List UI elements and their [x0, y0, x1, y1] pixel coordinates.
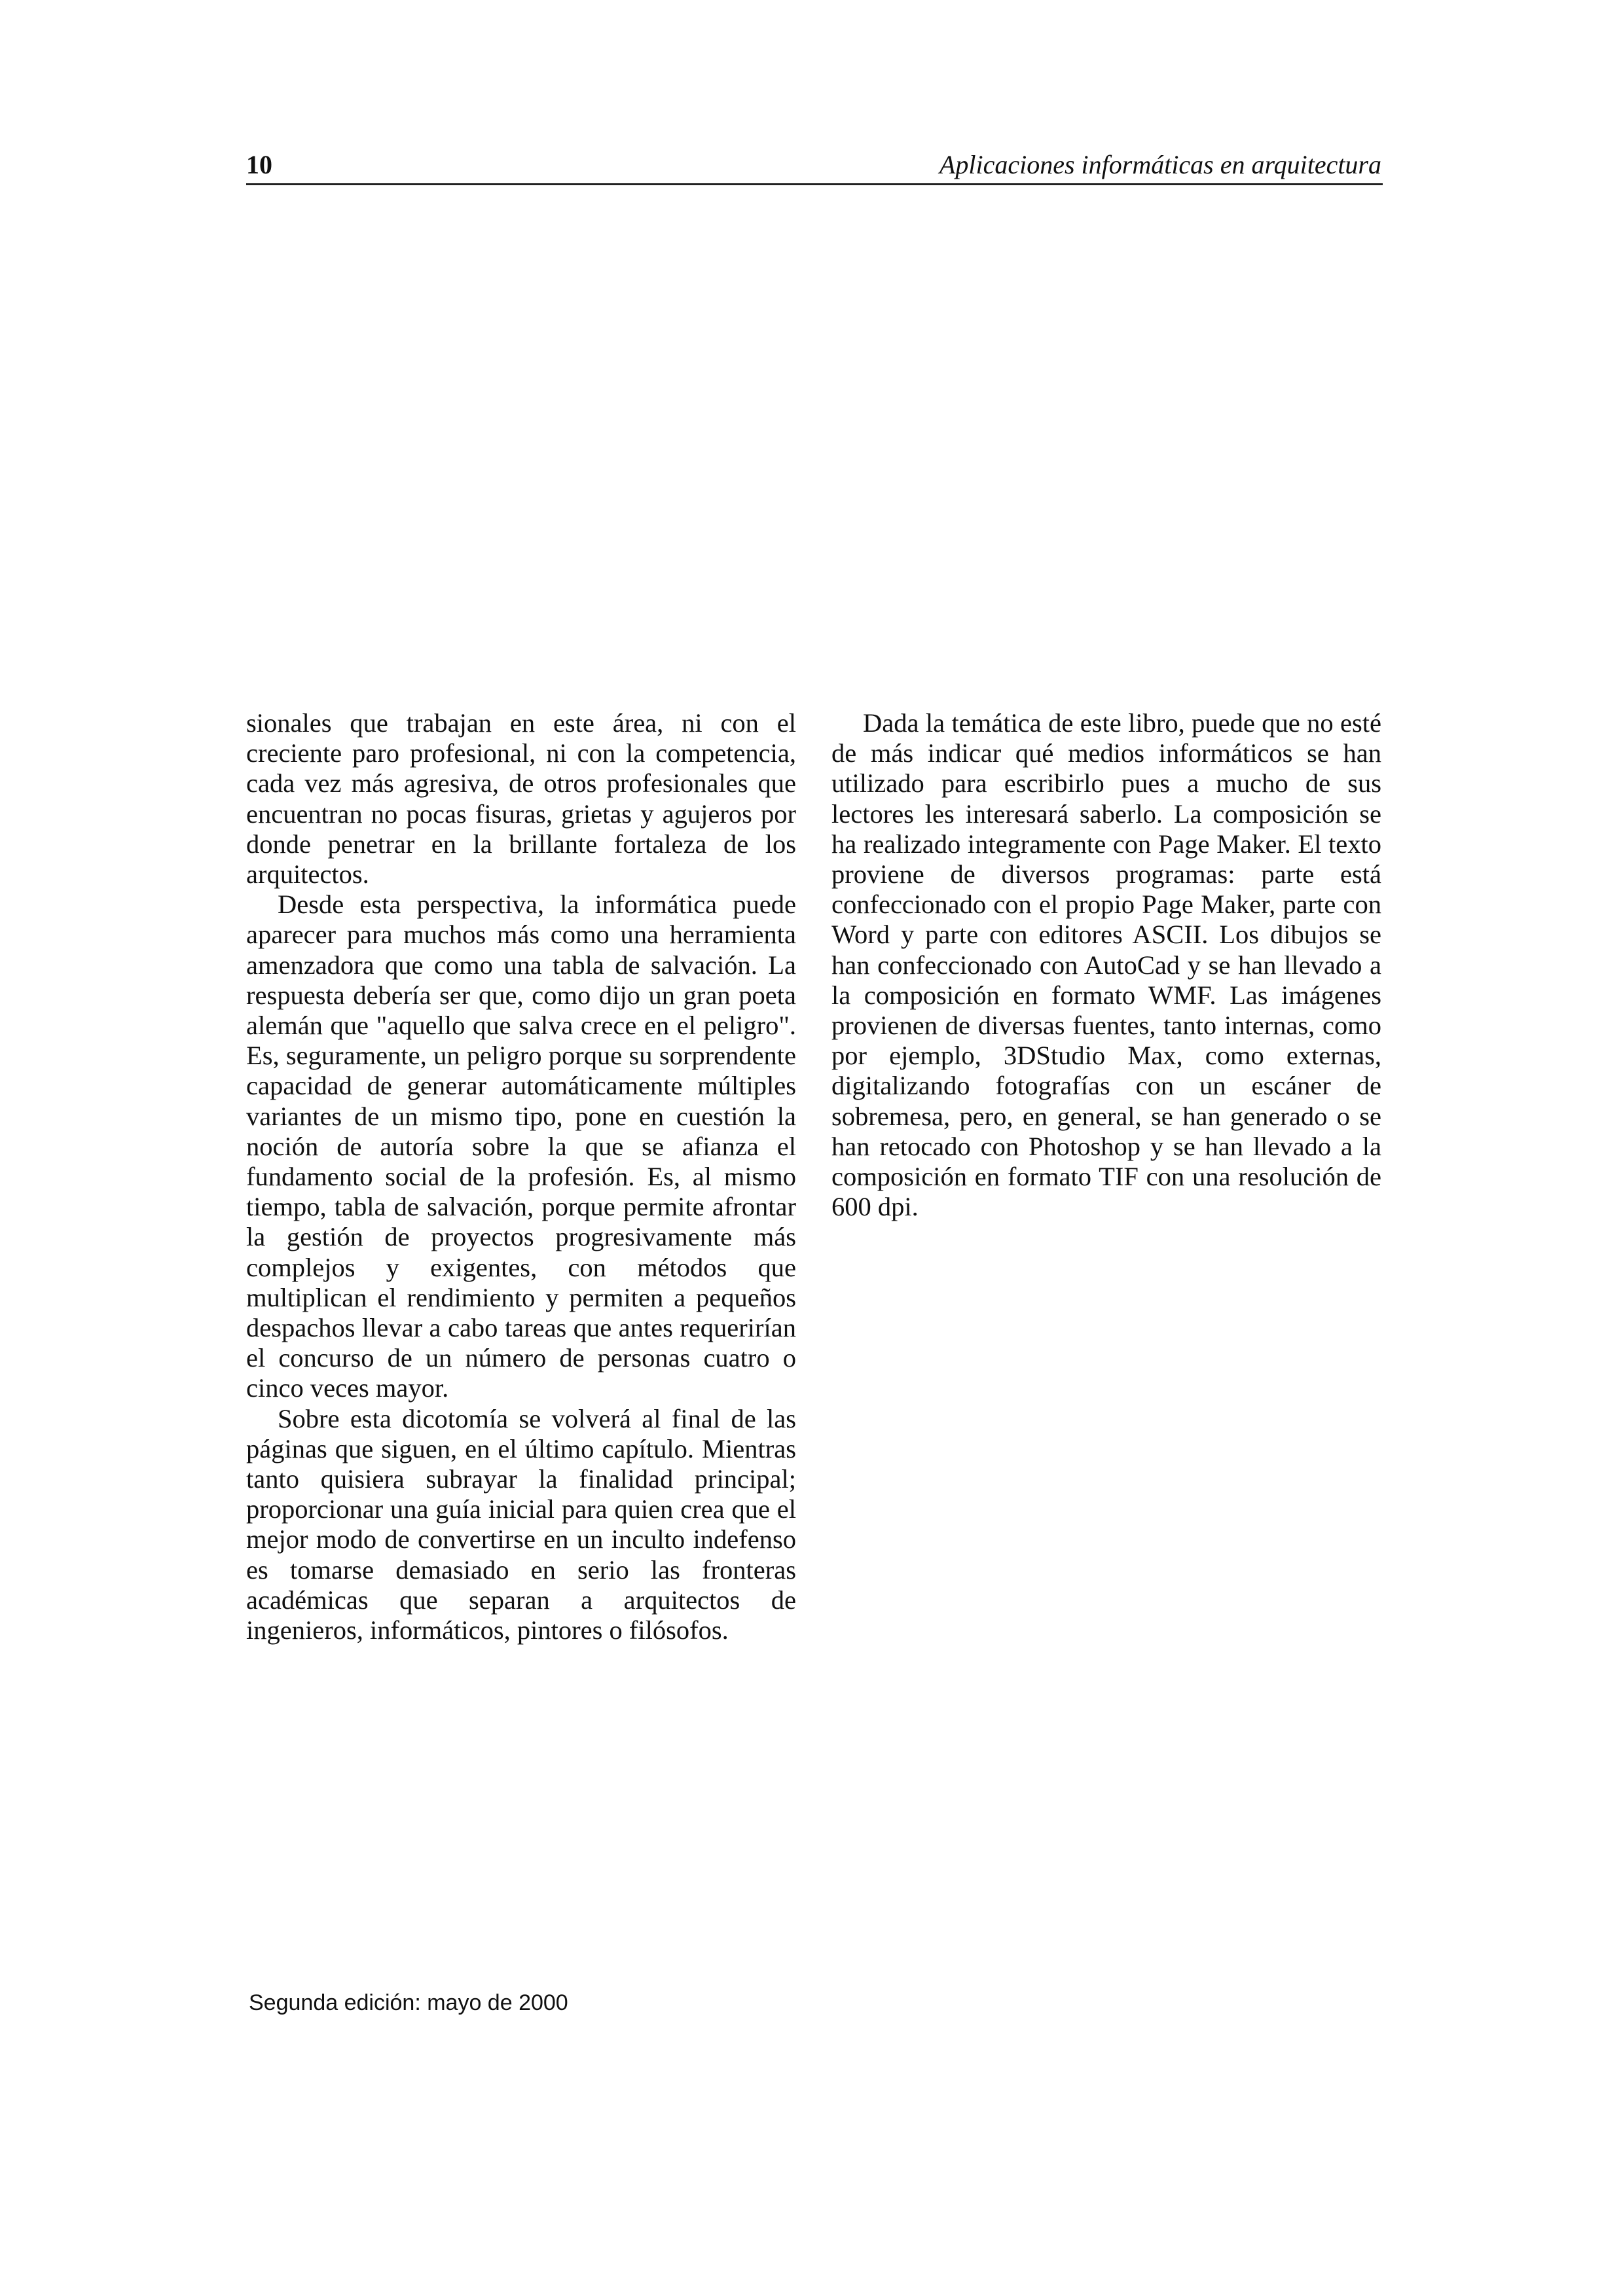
paragraph: Dada la temática de este libro, puede que no esté de más indicar qué medios informáticos se han utilizado para escribirlo pues a mucho de sus lectores les interesará saberlo. La composición se ha realizado integramente con Page Maker. El texto proviene de diversos programas: parte está confeccionado con el propio Page Maker, parte con Word y parte con editores ASCII. Los dibujos se han confeccionado con AutoCad y se han llevado a la composición en formato WMF. Las imágenes provienen de diversas fuentes, tanto internas, como por ejemplo, 3DStudio Max, como externas, digitalizando fotografías con un escáner de sobremesa, pero, en general, se han generado o se han retocado con Photoshop y se han llevado a la composición en formato TIF con una resolución de 600 dpi.	[831, 708, 1381, 1222]
edition-footer: Segunda edición: mayo de 2000	[249, 1990, 568, 2015]
paragraph: sionales que trabajan en este área, ni con el creciente paro profesional, ni con la competencia, cada vez más agresiva, de otros profesionales que encuentran no pocas fisuras, grietas y agujeros por donde penetrar en la brillante fortaleza de los arquitectos.	[246, 708, 796, 889]
right-column	[831, 708, 1381, 1222]
running-title: Aplicaciones informáticas en arquitectura	[939, 150, 1381, 179]
paragraph: Desde esta perspectiva, la informática puede aparecer para muchos más como una herramienta amenzadora que como una tabla de salvación. La respuesta debería ser que, como dijo un gran poeta alemán que "aquello que salva crece en el peligro". Es, seguramente, un peligro porque su sorprendente capacidad de generar automáticamente múltiples variantes de un mismo tipo, pone en cuestión la noción de autoría sobre la que se afianza el fundamento social de la profesión. Es, al mismo tiempo, tabla de salvación, porque permite afrontar la gestión de proyectos progresivamente más complejos y exigentes, con métodos que multiplican el rendimiento y permiten a pequeños despachos llevar a cabo tareas que antes requerirían el concurso de un número de personas cuatro o cinco veces mayor.	[246, 889, 796, 1403]
page-header	[246, 149, 1383, 185]
page-number: 10	[246, 150, 272, 179]
left-column	[246, 708, 796, 1645]
paragraph: Sobre esta dicotomía se volverá al final de las páginas que siguen, en el último capítulo. Mientras tanto quisiera subrayar la finalidad principal; proporcionar una guía inicial para quien crea que el mejor modo de convertirse en un inculto indefenso es tomarse demasiado en serio las fronteras académicas que separan a arquitectos de ingenieros, informáticos, pintores o filósofos.	[246, 1403, 796, 1645]
